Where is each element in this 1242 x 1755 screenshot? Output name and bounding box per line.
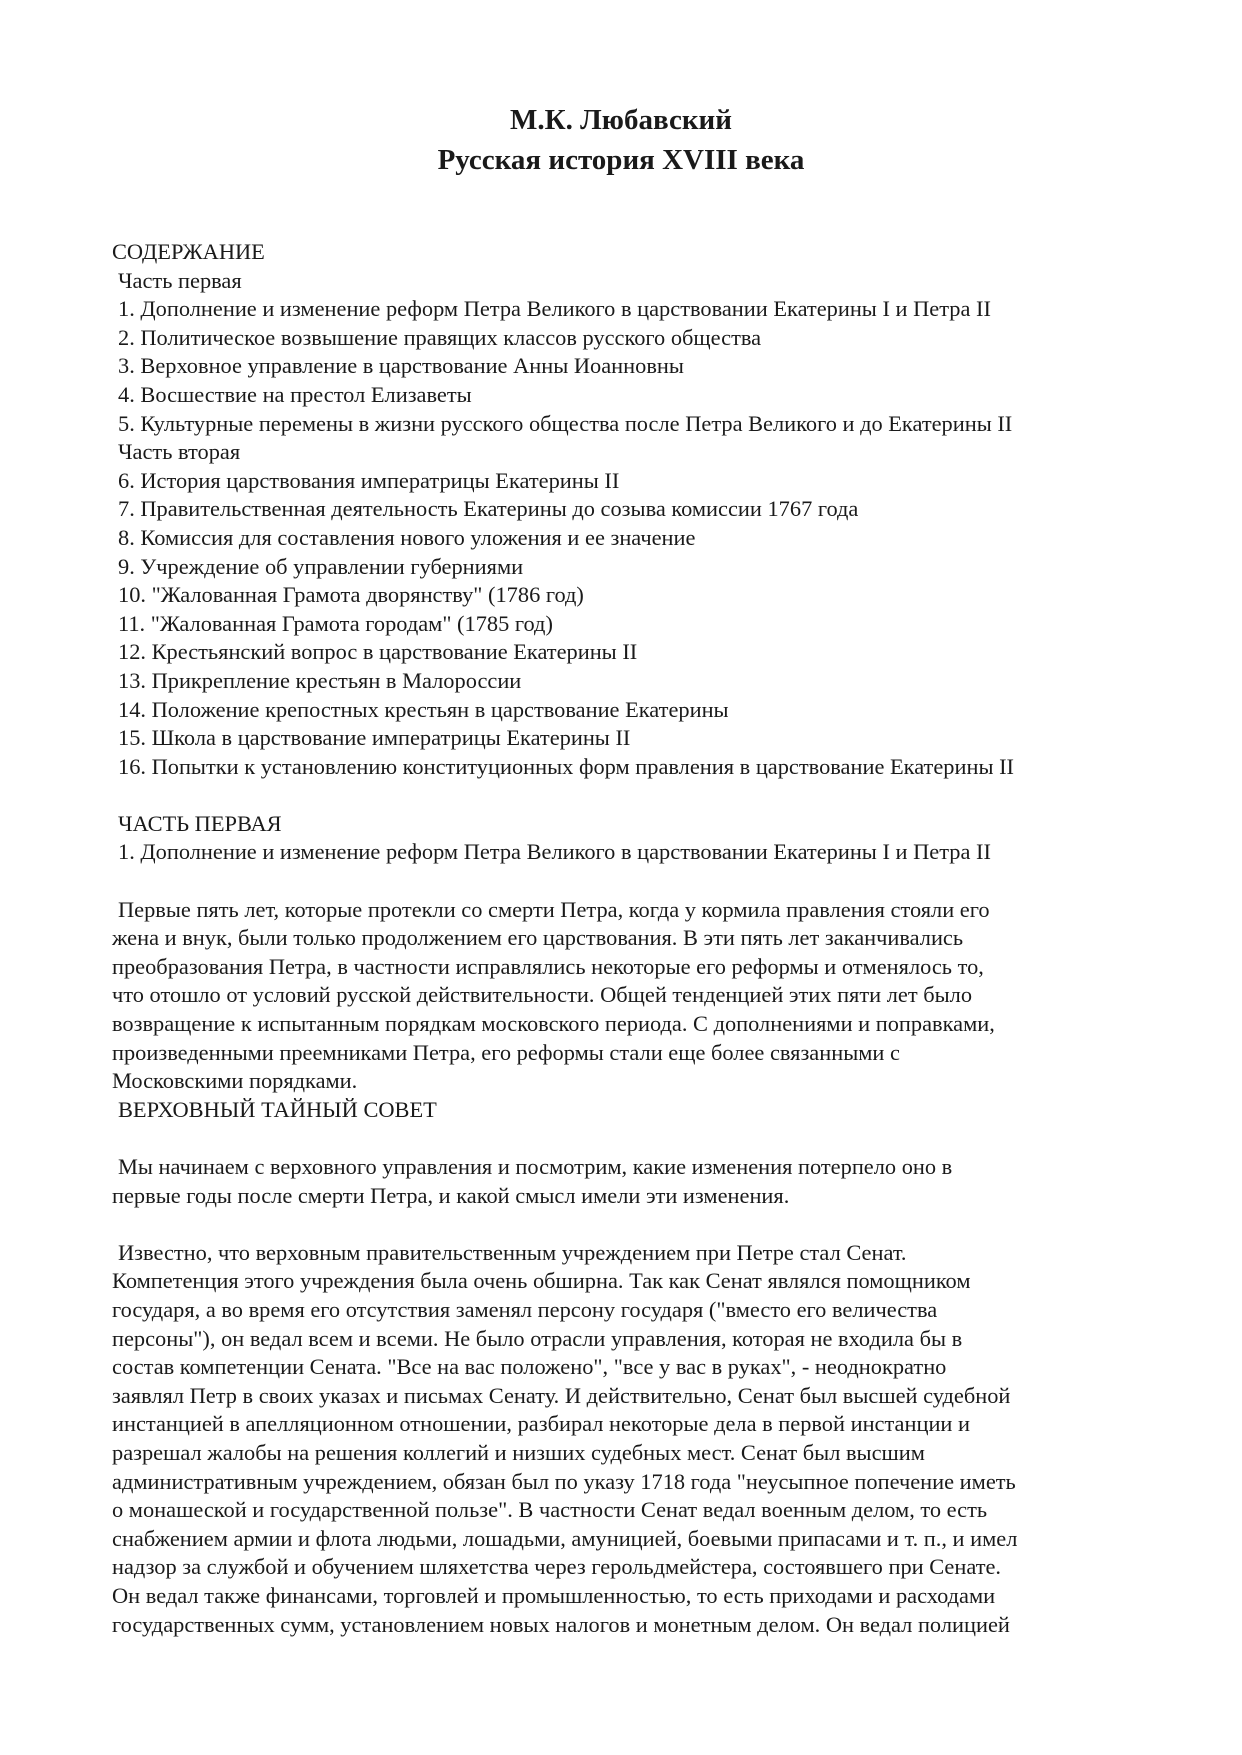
paragraph-line: снабжением армии и флота людьми, лошадьми, амуницией, боевыми припасами и т. п., и имел — [112, 1525, 1018, 1551]
toc-item: 3. Верховное управление в царствование Анны Иоанновны — [118, 353, 684, 379]
part-heading: ЧАСТЬ ПЕРВАЯ — [118, 810, 282, 836]
paragraph-line: государя, а во время его отсутствия заменял персону государя ("вместо его величества — [112, 1296, 938, 1322]
paragraph-line: первые годы после смерти Петра, и какой смысл имели эти изменения. — [112, 1182, 790, 1208]
book-title: Русская история XVIII века — [437, 144, 805, 176]
paragraph-intro — [112, 896, 1142, 1096]
toc-part2-label: Часть вторая — [118, 439, 241, 465]
toc-item: 6. История царствования императрицы Екатерины II — [118, 467, 620, 493]
spacer — [112, 867, 1142, 896]
table-of-contents — [112, 238, 1142, 781]
toc-item: 12. Крестьянский вопрос в царствование Екатерины II — [118, 639, 638, 665]
toc-item: 15. Школа в царствование императрицы Екатерины II — [118, 725, 631, 751]
toc-item: 13. Прикрепление крестьян в Малороссии — [118, 667, 522, 693]
toc-item: 2. Политическое возвышение правящих классов русского общества — [118, 324, 762, 350]
paragraph-line: персоны"), он ведал всем и всеми. Не было отрасли управления, которая не входила бы в — [112, 1325, 963, 1351]
paragraph-line: Мы начинаем с верховного управления и посмотрим, какие изменения потерпело оно в — [118, 1154, 953, 1179]
toc-item: 16. Попытки к установлению конституционных форм правления в царствование Екатерины II — [118, 753, 1014, 779]
subheading: ВЕРХОВНЫЙ ТАЙНЫЙ СОВЕТ — [118, 1096, 437, 1122]
paragraph-line: преобразования Петра, в частности исправлялись некоторые его реформы и отменялось то, — [112, 953, 984, 979]
document-body — [112, 238, 1142, 1639]
paragraph-line: Компетенция этого учреждения была очень обширна. Так как Сенат являлся помощником — [112, 1268, 971, 1294]
toc-item: 10. "Жалованная Грамота дворянству" (1786 год) — [118, 582, 584, 608]
paragraph-line: административным учреждением, обязан был по указу 1718 года "неусыпное попечение иметь — [112, 1468, 1016, 1494]
toc-part1-label: Часть первая — [118, 267, 242, 293]
paragraph-supreme-governance — [112, 1153, 1142, 1210]
paragraph-line: Первые пять лет, которые протекли со смерти Петра, когда у кормила правления стояли его — [118, 896, 990, 922]
toc-item: 14. Положение крепостных крестьян в царствование Екатерины — [118, 696, 729, 722]
paragraph-line: что отошло от условий русской действительности. Общей тенденцией этих пяти лет было — [112, 982, 973, 1008]
toc-item: 11. "Жалованная Грамота городам" (1785 год) — [118, 610, 553, 636]
paragraph-line: заявлял Петр в своих указах и письмах Сенату. И действительно, Сенат был высшей судебной — [112, 1382, 1011, 1408]
toc-item: 4. Восшествие на престол Елизаветы — [118, 381, 472, 407]
author-name: М.К. Любавский — [510, 104, 732, 136]
toc-item: 9. Учреждение об управлении губерниями — [118, 553, 524, 579]
spacer — [112, 781, 1142, 810]
spacer — [112, 1210, 1142, 1239]
paragraph-line: государственных сумм, установлением новых налогов и монетным делом. Он ведал полицией — [112, 1611, 1010, 1637]
paragraph-line: разрешал жалобы на решения коллегий и низших судебных мест. Сенат был высшим — [112, 1439, 925, 1465]
spacer — [112, 1124, 1142, 1153]
toc-item: 7. Правительственная деятельность Екатерины до созыва комиссии 1767 года — [118, 496, 859, 522]
paragraph-line: надзор за службой и обучением шляхетства через герольдмейстера, состоявшего при Сенате. — [112, 1554, 1002, 1580]
toc-heading: СОДЕРЖАНИЕ — [112, 239, 265, 264]
paragraph-line: возвращение к испытанным порядкам московского периода. С дополнениями и поправками, — [112, 1011, 995, 1037]
paragraph-line: Он ведал также финансами, торговлей и промышленностью, то есть приходами и расходами — [112, 1582, 996, 1608]
paragraph-senate — [112, 1239, 1142, 1639]
title-block — [0, 100, 1242, 180]
paragraph-line: инстанцией в апелляционном отношении, разбирал некоторые дела в первой инстанции и — [112, 1411, 970, 1437]
paragraph-line: Известно, что верховным правительственным учреждением при Петре стал Сенат. — [118, 1239, 907, 1265]
toc-item: 5. Культурные перемены в жизни русского общества после Петра Великого и до Екатерины II — [118, 410, 1013, 436]
paragraph-line: состав компетенции Сената. "Все на вас положено", "все у вас в руках", - неоднократно — [112, 1354, 947, 1380]
paragraph-line: о монашеской и государственной пользе". В частности Сенат ведал военным делом, то есть — [112, 1497, 988, 1523]
section-headings — [112, 810, 1142, 867]
paragraph-line: жена и внук, были только продолжением его царствования. В эти пять лет заканчивались — [112, 925, 964, 951]
toc-item: 8. Комиссия для составления нового уложения и ее значение — [118, 524, 696, 550]
chapter-heading: 1. Дополнение и изменение реформ Петра Великого в царствовании Екатерины I и Петра II — [118, 839, 991, 865]
toc-item: 1. Дополнение и изменение реформ Петра Великого в царствовании Екатерины I и Петра II — [118, 296, 991, 322]
paragraph-line: Московскими порядками. — [112, 1068, 358, 1094]
paragraph-line: произведенными преемниками Петра, его реформы стали еще более связанными с — [112, 1039, 900, 1065]
